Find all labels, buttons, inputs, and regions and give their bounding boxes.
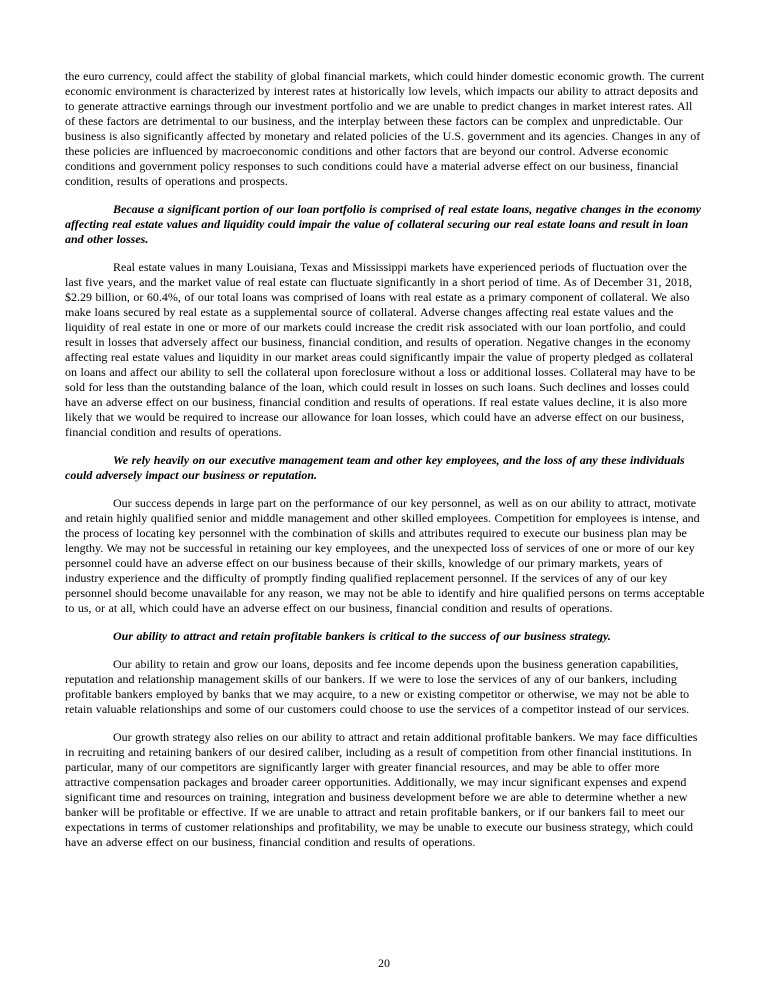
paragraph-retain-bankers: Our ability to retain and grow our loans, deposits and fee income depends upon the business generation capabilities, reputation and relationship management skills of our bankers. If we were to lose the services of any of our bankers, including profitable bankers employed by banks that we may acquire, to a new or existing competitor or otherwise, we may not be able to retain valuable relationships and some of our customers could choose to use the services of a competitor instead of our services.	[65, 657, 690, 716]
paragraph-key-personnel: Our success depends in large part on the performance of our key personnel, as well as on our ability to attract, motivate and retain highly qualified senior and middle management and other skilled employees. Competition for employees is intense, and the process of locating key personnel with the combination of skills and attributes required to execute our business plan may be lengthy. We may not be successful in retaining our key employees, and the unexpected loss of services of one or more of our key personnel could have an adverse effect on our business because of their skills, knowledge of our primary markets, years of industry experience and the difficulty of promptly finding qualified replacement personnel. If the services of any of our key personnel should become unavailable for any reason, we may not be able to identify and hire qualified persons on terms acceptable to us, or at all, which could have an adverse effect on our business, financial condition and results of operations.	[65, 496, 705, 615]
paragraph-growth-strategy: Our growth strategy also relies on our ability to attract and retain additional profitable bankers. We may face difficulties in recruiting and retaining bankers of our desired caliber, including as a result of competition from other financial institutions. In particular, many of our competitors are significantly larger with greater financial resources, and may be able to offer more attractive compensation packages and broader career opportunities. Additionally, we may incur significant expenses and expend significant time and resources on training, integration and business development before we are able to determine whether a new banker will be profitable or effective. If we are unable to attract and retain profitable bankers, or if our bankers fail to meet our expectations in terms of customer relationships and profitability, we may be unable to execute our business strategy, which could have an adverse effect on our business, financial condition and results of operations.	[65, 730, 698, 849]
paragraph-economic-conditions: the euro currency, could affect the stability of global financial markets, which could hinder domestic economic growth. The current economic environment is characterized by interest rates at historically low levels, which impacts our ability to attract deposits and to generate attractive earnings through our investment portfolio and we are unable to predict changes in market interest rates. All of these factors are detrimental to our business, and the interplay between these factors can be complex and unpredictable. Our business is also significantly affected by monetary and related policies of the U.S. government and its agencies. Changes in any of these policies are influenced by macroeconomic conditions and other factors that are beyond our control. Adverse economic conditions and government policy responses to such conditions could have a material adverse effect on our business, financial condition, results of operations and prospects.	[65, 69, 705, 188]
risk-heading-key-employees: We rely heavily on our executive management team and other key employees, and the loss of any these individuals could adversely impact our business or reputation.	[65, 453, 685, 482]
risk-heading-profitable-bankers: Our ability to attract and retain profitable bankers is critical to the success of our business strategy.	[113, 629, 611, 643]
page-number: 20	[378, 956, 390, 970]
risk-heading-real-estate-loans: Because a significant portion of our loan portfolio is comprised of real estate loans, negative changes in the economy affecting real estate values and liquidity could impair the value of collateral securing our real estate loans and result in loan and other losses.	[65, 202, 702, 246]
document-content	[65, 69, 705, 863]
paragraph-real-estate-values: Real estate values in many Louisiana, Texas and Mississippi markets have experienced periods of fluctuation over the last five years, and the market value of real estate can fluctuate significantly in a short period of time. As of December 31, 2018, $2.29 billion, or 60.4%, of our total loans was comprised of loans with real estate as a primary component of collateral. We also make loans secured by real estate as a supplemental source of collateral. Adverse changes affecting real estate values and the liquidity of real estate in one or more of our markets could increase the credit risk associated with our loan portfolio, and could result in losses that adversely affect our business, financial condition, and results of operation. Negative changes in the economy affecting real estate values and liquidity in our market areas could significantly impair the value of property pledged as collateral on loans and affect our ability to sell the collateral upon foreclosure without a loss or additional losses. Collateral may have to be sold for less than the outstanding balance of the loan, which could result in losses on such loans. Such declines and losses could have an adverse effect on our business, financial condition and results of operations. If real estate values decline, it is also more likely that we would be required to increase our allowance for loan losses, which could have an adverse effect on our business, financial condition and results of operations.	[65, 260, 696, 439]
